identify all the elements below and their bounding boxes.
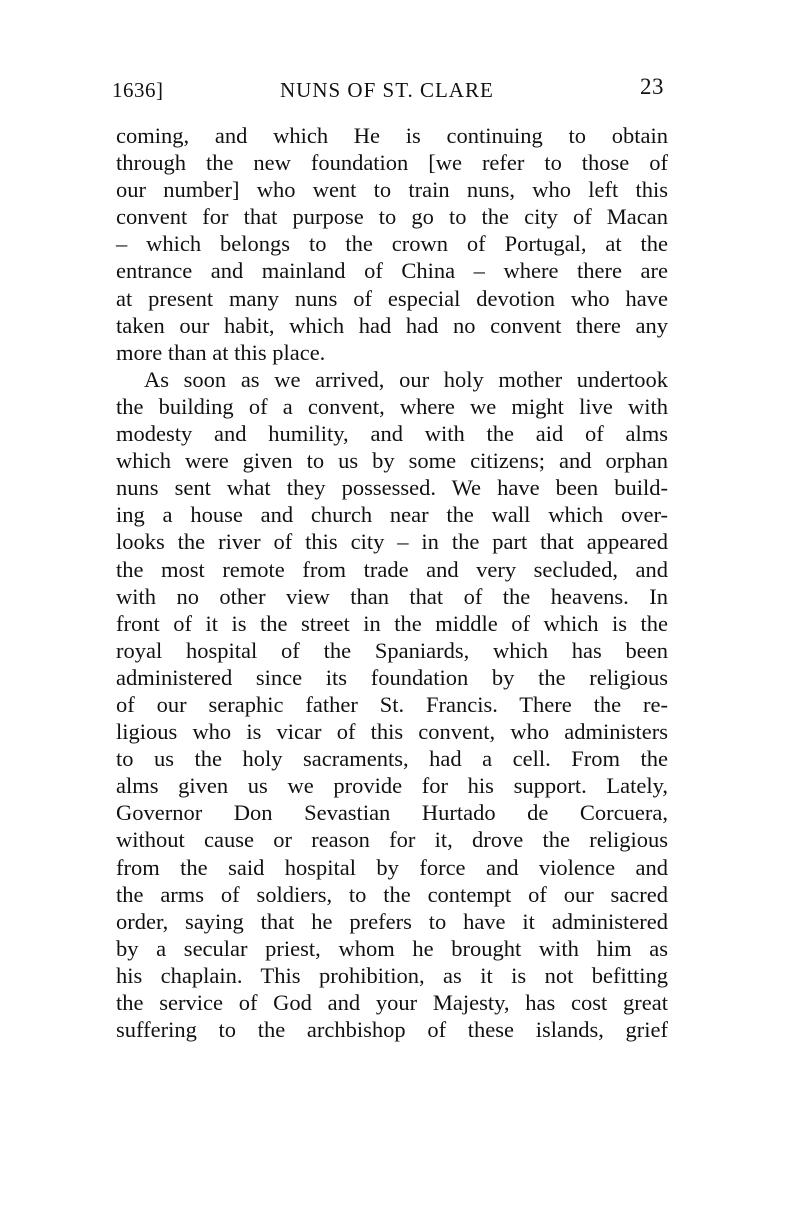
text-line: order, saying that he prefers to have it administered — [116, 908, 668, 934]
text-line: ing a house and church near the wall which over- — [116, 502, 668, 528]
text-line: through the new foundation [we refer to those of — [116, 150, 668, 176]
text-line: with no other view than that of the heavens. In — [116, 583, 668, 609]
text-line: his chaplain. This prohibition, as it is not befitting — [116, 962, 668, 988]
text-line: the service of God and your Majesty, has cost great — [116, 990, 668, 1015]
paragraph-2 — [116, 366, 668, 1043]
text-line: alms given us we provide for his support. Lately, — [116, 773, 668, 799]
text-line: which were given to us by some citizens; and orphan — [116, 448, 668, 474]
text-line: ligious who is vicar of this convent, who administers — [116, 719, 668, 745]
text-line: modesty and humility, and with the aid of alms — [116, 421, 668, 447]
text-line: front of it is the street in the middle of which is the — [116, 610, 668, 636]
text-line: royal hospital of the Spaniards, which has been — [116, 637, 668, 663]
body-text — [116, 122, 668, 1043]
text-line: administered since its foundation by the religious — [116, 664, 668, 690]
paragraph-1 — [116, 122, 668, 366]
text-line: the most remote from trade and very secluded, and — [116, 556, 668, 582]
text-line: suffering to the archbishop of these islands, grief — [116, 1017, 668, 1043]
text-line: Governor Don Sevastian Hurtado de Corcuera, — [116, 800, 668, 826]
page-number: 23 — [640, 74, 664, 99]
text-line: at present many nuns of especial devotion who have — [116, 285, 668, 311]
text-line: our number] who went to train nuns, who left this — [116, 177, 668, 203]
text-line: – which belongs to the crown of Portugal, at the — [116, 231, 668, 257]
text-line: of our seraphic father St. Francis. There the re- — [116, 691, 668, 717]
running-header — [112, 74, 664, 108]
text-line: more than at this place. — [116, 339, 326, 365]
text-line: the arms of soldiers, to the contempt of our sacred — [116, 881, 668, 907]
text-line: convent for that purpose to go to the city of Macan — [116, 204, 668, 230]
text-line: by a secular priest, whom he brought with him as — [116, 935, 668, 961]
text-line: nuns sent what they possessed. We have been build- — [116, 475, 668, 501]
text-line: looks the river of this city – in the part that appeared — [116, 529, 668, 555]
text-line: from the said hospital by force and violence and — [116, 854, 668, 880]
text-line: taken our habit, which had had no convent there any — [116, 312, 668, 338]
header-title: NUNS OF ST. CLARE — [280, 78, 494, 102]
text-line: entrance and mainland of China – where there are — [116, 258, 668, 284]
text-line: coming, and which He is continuing to obtain — [116, 123, 668, 148]
text-line: without cause or reason for it, drove the religious — [116, 827, 668, 853]
header-year: 1636] — [112, 78, 164, 102]
text-line: the building of a convent, where we might live with — [116, 393, 668, 419]
text-line: As soon as we arrived, our holy mother undertook — [144, 366, 668, 392]
text-line: to us the holy sacraments, had a cell. From the — [116, 746, 668, 772]
